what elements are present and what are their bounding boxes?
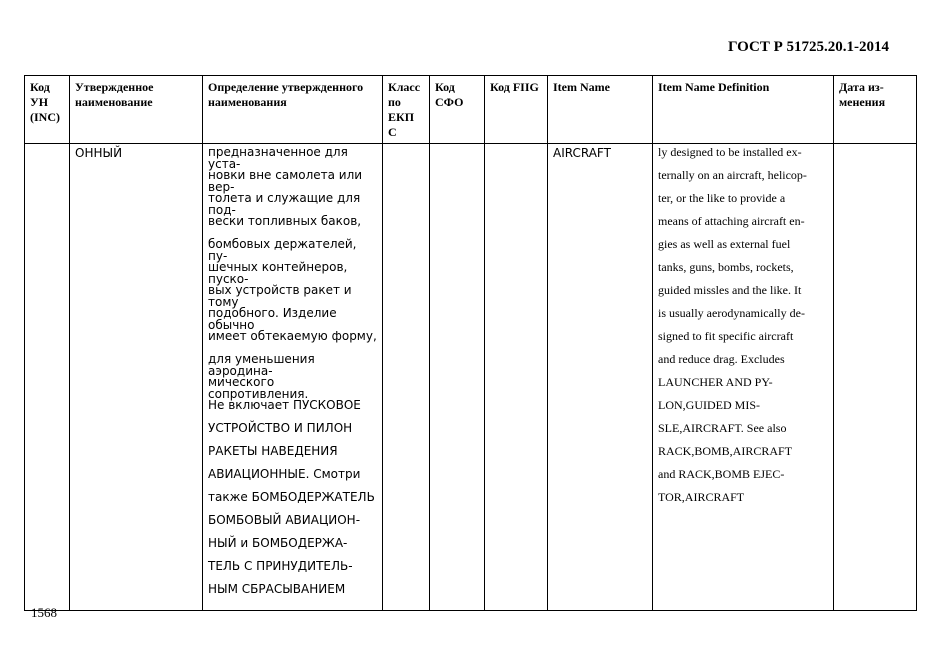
definition-line: толета и служащие для под- [208, 191, 361, 217]
cell-item-name: AIRCRAFT [548, 144, 653, 611]
nomenclature-table [24, 75, 917, 611]
cell-inc [25, 144, 70, 611]
col-header-definition: Определение утвержденного наименования [203, 76, 383, 144]
definition-line: НЫМ СБРАСЫВАНИЕМ [208, 582, 346, 596]
item-definition-line: ternally on an aircraft, helicop- [658, 168, 807, 182]
definition-line: УСТРОЙСТВО И ПИЛОН [208, 421, 353, 435]
cell-sfo [430, 144, 485, 611]
item-definition-line: means of attaching aircraft en- [658, 214, 805, 228]
col-header-sfo: Код СФО [430, 76, 485, 144]
col-header-fiig: Код FIIG [485, 76, 548, 144]
col-header-item-name-definition: Item Name Definition [653, 76, 834, 144]
col-header-inc: Код УН (INC) [25, 76, 70, 144]
definition-line: бомбовых держателей, пу- [208, 237, 357, 263]
col-header-approved-name: Утвержденное наименование [70, 76, 203, 144]
item-definition-line: guided missles and the like. It [658, 283, 802, 297]
item-definition-line: gies as well as external fuel [658, 237, 791, 251]
definition-line: ТЕЛЬ С ПРИНУДИТЕЛЬ- [208, 559, 353, 573]
col-header-change-date: Дата из- менения [834, 76, 917, 144]
cell-item-name-definition [653, 144, 834, 611]
definition-line: НЫЙ и БОМБОДЕРЖА- [208, 536, 348, 550]
cell-class [383, 144, 430, 611]
cell-fiig [485, 144, 548, 611]
item-definition-line: ter, or the like to provide a [658, 191, 786, 205]
item-definition-line: ly designed to be installed ex- [658, 145, 802, 159]
standard-designation: ГОСТ Р 51725.20.1-2014 [727, 39, 889, 55]
definition-line: АВИАЦИОННЫЕ. Смотри [208, 467, 361, 481]
item-definition-line: LON,GUIDED MIS- [658, 398, 760, 412]
definition-line: для уменьшения аэродина- [208, 352, 315, 378]
item-definition-line: LAUNCHER AND PY- [658, 375, 773, 389]
item-definition-line: tanks, guns, bombs, rockets, [658, 260, 794, 274]
item-definition-line: TOR,AIRCRAFT [658, 490, 745, 504]
item-definition-line: and RACK,BOMB EJEC- [658, 467, 785, 481]
definition-line: вески топливных баков, [208, 214, 362, 228]
definition-line: шечных контейнеров, пуско- [208, 260, 348, 286]
definition-line: РАКЕТЫ НАВЕДЕНИЯ [208, 444, 338, 458]
definition-line: БОМБОВЫЙ АВИАЦИОН- [208, 513, 361, 527]
col-header-item-name: Item Name [548, 76, 653, 144]
item-definition-line: signed to fit specific aircraft [658, 329, 794, 343]
definition-line: подобного. Изделие обычно [208, 306, 337, 332]
cell-approved-name: ОННЫЙ [70, 144, 203, 611]
cell-definition [203, 144, 383, 611]
definition-line: также БОМБОДЕРЖАТЕЛЬ [208, 490, 375, 504]
item-definition-line: RACK,BOMB,AIRCRAFT [658, 444, 793, 458]
definition-line: имеет обтекаемую форму, [208, 329, 377, 343]
page-number: 1568 [31, 605, 57, 620]
col-header-class: Класс по ЕКП С [383, 76, 430, 144]
item-definition-line: and reduce drag. Excludes [658, 352, 785, 366]
definition-line: предназначенное для уста- [208, 145, 348, 171]
definition-line: мического сопротивления. [208, 375, 309, 401]
definition-line: новки вне самолета или вер- [208, 168, 363, 194]
cell-change-date [834, 144, 917, 611]
item-definition-line: SLE,AIRCRAFT. See also [658, 421, 787, 435]
definition-line: вых устройств ракет и тому [208, 283, 352, 309]
item-definition-line: is usually aerodynamically de- [658, 306, 805, 320]
table-row [25, 144, 917, 611]
table-header-row [25, 76, 917, 144]
definition-line: Не включает ПУСКОВОЕ [208, 398, 361, 412]
